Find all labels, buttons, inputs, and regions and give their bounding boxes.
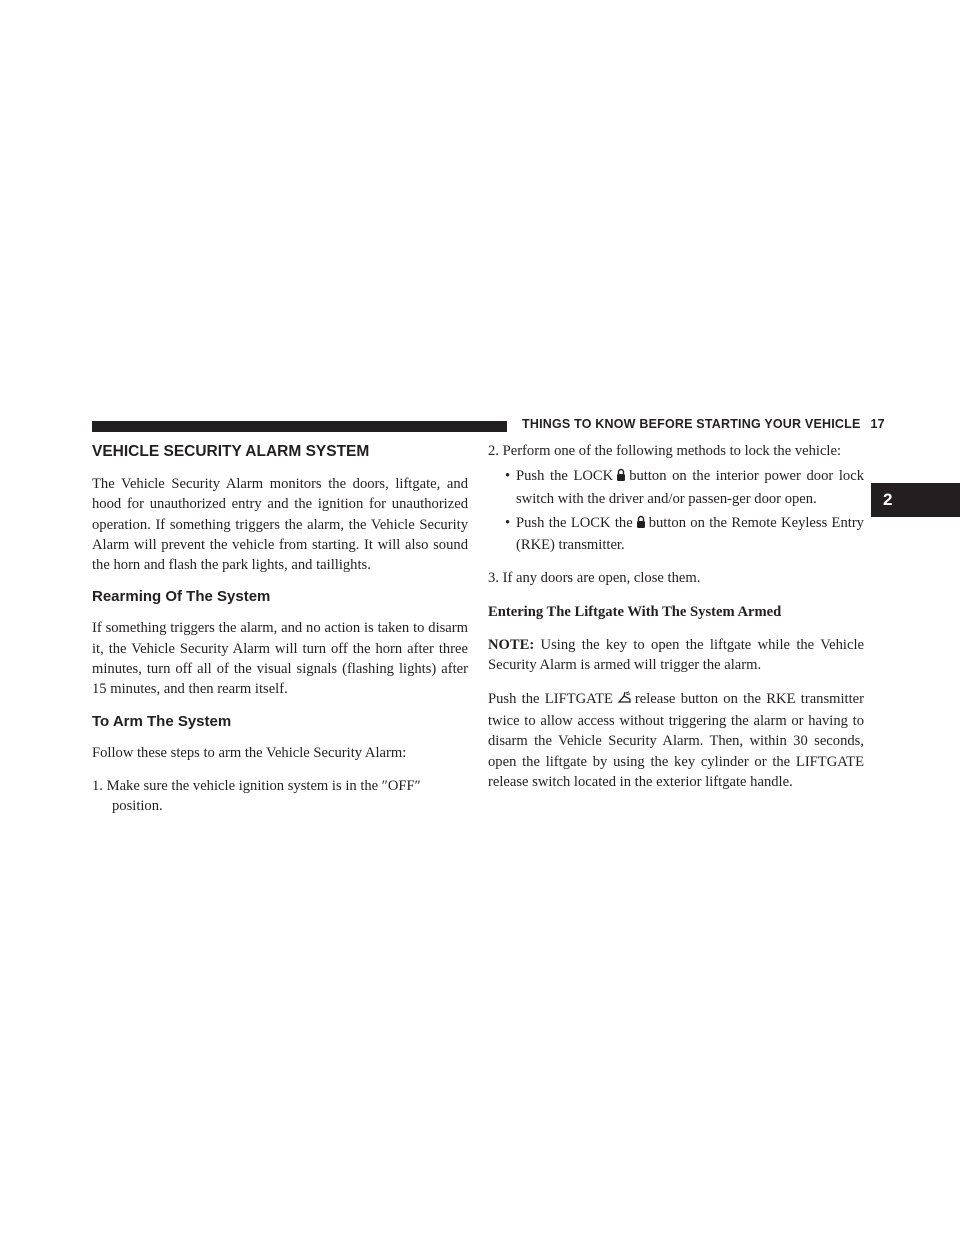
lock-icon <box>636 515 646 535</box>
chapter-tab: 2 <box>871 483 960 517</box>
liftgate-icon <box>616 691 632 711</box>
lock-icon <box>616 468 626 488</box>
header-title: THINGS TO KNOW BEFORE STARTING YOUR VEHICLE <box>522 417 861 431</box>
running-header <box>522 417 885 431</box>
page-number: 17 <box>870 417 885 431</box>
left-column <box>92 441 468 830</box>
bullet-rke-lock: • Push the LOCK the button on the Remote Keyless Entry (RKE) transmitter. <box>505 514 864 554</box>
section-heading: VEHICLE SECURITY ALARM SYSTEM <box>92 443 370 460</box>
header-bar <box>92 421 507 432</box>
liftgate-heading: Entering The Liftgate With The System Armed <box>488 603 782 620</box>
note-paragraph: NOTE: Using the key to open the liftgate while the Vehicle Security Alarm is armed will trigger the alarm. <box>488 637 864 674</box>
arm-heading: To Arm The System <box>92 712 232 730</box>
arm-intro-paragraph: Follow these steps to arm the Vehicle Security Alarm: <box>92 744 407 761</box>
step-3: 3. If any doors are open, close them. <box>488 570 701 587</box>
bullet-dot: • <box>505 514 511 531</box>
step-2: 2. Perform one of the following methods to lock the vehicle: <box>488 443 842 459</box>
note-label: NOTE: <box>488 637 535 654</box>
step-1: 1. Make sure the vehicle ignition system is in the ″OFF″ position. <box>92 777 421 815</box>
bullet-dot: • <box>505 468 511 485</box>
bullet-interior-lock: • Push the LOCK button on the interior power door lock switch with the driver and/or passen-ger door open. <box>505 468 864 507</box>
liftgate-paragraph: Push the LIFTGATE release button on the RKE transmitter twice to allow access without triggering the alarm or having to disarm the Vehicle Security Alarm. Then, within 30 seconds, open the liftgate by using the key cylinder or the LIFTGATE release switch located in the exterior liftgate handle. <box>488 690 865 790</box>
right-column <box>488 441 864 805</box>
rearming-heading: Rearming Of The System <box>92 588 271 606</box>
intro-paragraph: The Vehicle Security Alarm monitors the doors, liftgate, and hood for unauthorized entry and the ignition for unauthorized operation. If something triggers the alarm, the Vehicle Security Alarm will prevent the vehicle from starting. It will also sound the horn and flash the park lights, and taillights. <box>92 476 468 574</box>
rearming-paragraph: If something triggers the alarm, and no action is taken to disarm it, the Vehicle Security Alarm will turn off the horn after three minutes, turn off all of the visual signals (flashing lights) after 15 minutes, and then rearm itself. <box>92 620 468 698</box>
